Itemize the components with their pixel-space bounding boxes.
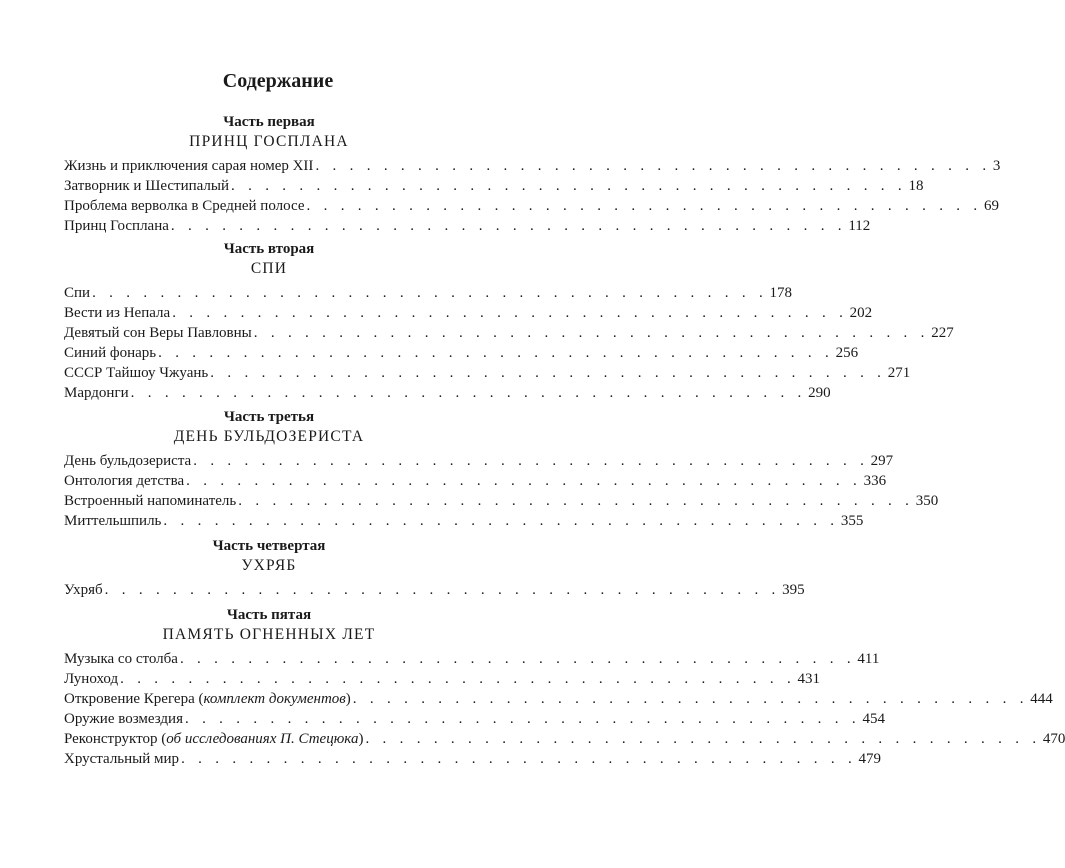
part-name: ДЕНЬ БУЛЬДОЗЕРИСТА [173,428,365,445]
dot-leader: . . . . . . . . . . . . . . . . . . . . . . . . . . . . . . . . . . . . . . . . [306,198,982,214]
entry-title [64,729,363,749]
toc-entry[interactable] [64,689,1053,709]
part-name: СПИ [250,260,288,277]
toc-entry[interactable] [64,343,859,363]
toc-entry[interactable] [64,649,880,669]
dot-leader: . . . . . . . . . . . . . . . . . . . . . . . . . . . . . . . . . . . . . . . . [186,473,862,489]
entry-page-number: 290 [808,385,831,401]
entry-title: Хрустальный мир [64,751,180,767]
entry-title: День бульдозериста [64,453,192,469]
toc-heading: Содержание [222,70,334,92]
entry-title-end: ) [358,731,364,747]
part-label: Часть третья [223,409,315,425]
dot-leader: . . . . . . . . . . . . . . . . . . . . . . . . . . . . . . . . . . . . . . . . [365,731,1041,747]
dot-leader: . . . . . . . . . . . . . . . . . . . . . . . . . . . . . . . . . . . . . . . . [172,305,848,321]
toc-entry[interactable] [64,491,939,511]
toc-entry[interactable] [64,669,821,689]
entry-page-number: 395 [782,582,805,598]
toc-entry[interactable] [64,303,873,323]
entry-title: Затворник и Шестипалый [64,178,229,194]
entry-page-number: 112 [848,218,871,234]
toc-entry[interactable] [64,363,911,383]
toc-entry[interactable] [64,176,924,196]
entry-title-end: ) [345,691,351,707]
toc-entry[interactable] [64,283,793,303]
dot-leader: . . . . . . . . . . . . . . . . . . . . . . . . . . . . . . . . . . . . . . . . [170,218,847,234]
part-3 [64,408,939,531]
entry-title-main: Откровение Крегера ( [64,691,204,707]
dot-leader: . . . . . . . . . . . . . . . . . . . . . . . . . . . . . . . . . . . . . . . . [179,651,856,667]
part-name: ПАМЯТЬ ОГНЕННЫХ ЛЕТ [162,626,376,643]
dot-leader: . . . . . . . . . . . . . . . . . . . . . . . . . . . . . . . . . . . . . . . . [253,325,930,341]
entry-title: Луноход [64,671,119,687]
entry-title-italic: комплект документов [203,691,346,707]
part-name: ПРИНЦ ГОСПЛАНА [189,133,349,150]
part-label: Часть четвертая [212,538,326,554]
part-4 [64,537,805,600]
dot-leader: . . . . . . . . . . . . . . . . . . . . . . . . . . . . . . . . . . . . . . . . [184,711,861,727]
dot-leader: . . . . . . . . . . . . . . . . . . . . . . . . . . . . . . . . . . . . . . . . [352,691,1029,707]
toc-entry[interactable] [64,451,894,471]
part-label: Часть вторая [223,241,315,257]
toc-entry[interactable] [64,156,1001,176]
entry-title: Девятый сон Веры Павловны [64,325,252,341]
entry-page-number: 3 [992,158,1001,174]
dot-leader: . . . . . . . . . . . . . . . . . . . . . . . . . . . . . . . . . . . . . . . . [158,345,834,361]
dot-leader: . . . . . . . . . . . . . . . . . . . . . . . . . . . . . . . . . . . . . . . . [210,365,886,381]
entry-title: Проблема верволка в Средней полосе [64,198,305,214]
entry-page-number: 479 [858,751,882,767]
entry-page-number: 350 [915,493,939,509]
entry-page-number: 271 [887,365,911,381]
entry-title: Принц Госплана [64,218,169,234]
toc-entry[interactable] [64,196,999,216]
toc-entry[interactable] [64,383,831,403]
entry-title-main: Реконструктор ( [64,731,167,747]
entry-title: Вести из Непала [64,305,171,321]
part-label: Часть пятая [226,607,312,623]
entry-page-number: 297 [870,453,894,469]
entry-page-number: 444 [1030,691,1053,707]
toc-entry[interactable] [64,323,954,343]
toc-entry[interactable] [64,216,871,236]
entry-title: Жизнь и приключения сарая номер XII [64,158,314,174]
entry-page-number: 69 [983,198,999,214]
entry-page-number: 178 [769,285,793,301]
toc-entry[interactable] [64,580,805,600]
entry-page-number: 454 [862,711,885,727]
entry-title: Оружие возмездия [64,711,183,727]
dot-leader: . . . . . . . . . . . . . . . . . . . . . . . . . . . . . . . . . . . . . . . . [104,582,781,598]
entry-page-number: 411 [857,651,880,667]
toc-entry[interactable] [64,709,885,729]
entry-title: СССР Тайшоу Чжуань [64,365,209,381]
part-label: Часть первая [223,114,315,130]
dot-leader: . . . . . . . . . . . . . . . . . . . . . . . . . . . . . . . . . . . . . . . . [193,453,869,469]
entry-page-number: 256 [835,345,859,361]
part-5 [64,606,1065,769]
dot-leader: . . . . . . . . . . . . . . . . . . . . . . . . . . . . . . . . . . . . . . . . [231,178,907,194]
entry-title: Онтология детства [64,473,185,489]
part-1 [64,113,1001,236]
dot-leader: . . . . . . . . . . . . . . . . . . . . . . . . . . . . . . . . . . . . . . . . [92,285,768,301]
dot-leader: . . . . . . . . . . . . . . . . . . . . . . . . . . . . . . . . . . . . . . . . [130,385,807,401]
entry-title: Музыка со столба [64,651,178,667]
entry-title [64,689,351,709]
entry-title: Миттельшпиль [64,513,162,529]
entry-page-number: 202 [849,305,873,321]
toc-entry[interactable] [64,729,1065,749]
entry-page-number: 431 [797,671,821,687]
entry-title: Спи [64,285,91,301]
toc-entry[interactable] [64,511,864,531]
dot-leader: . . . . . . . . . . . . . . . . . . . . . . . . . . . . . . . . . . . . . . . . [181,751,857,767]
entry-title: Мардонги [64,385,129,401]
entry-page-number: 355 [840,513,864,529]
dot-leader: . . . . . . . . . . . . . . . . . . . . . . . . . . . . . . . . . . . . . . . . [163,513,839,529]
part-name: УХРЯБ [241,557,297,574]
entry-page-number: 470 [1042,731,1065,747]
entry-page-number: 18 [908,178,924,194]
dot-leader: . . . . . . . . . . . . . . . . . . . . . . . . . . . . . . . . . . . . . . . . [120,671,796,687]
part-2 [64,240,954,403]
toc-entry[interactable] [64,471,887,491]
dot-leader: . . . . . . . . . . . . . . . . . . . . . . . . . . . . . . . . . . . . . . . . [315,158,991,174]
entry-page-number: 336 [863,473,887,489]
entry-title: Синий фонарь [64,345,157,361]
entry-title: Встроенный напоминатель [64,493,237,509]
dot-leader: . . . . . . . . . . . . . . . . . . . . . . . . . . . . . . . . . . . . . . . . [238,493,914,509]
entry-title: Ухряб [64,582,103,598]
toc-entry[interactable] [64,749,882,769]
entry-page-number: 227 [931,325,954,341]
entry-title-italic: об исследованиях П. Стецюка [166,731,359,747]
